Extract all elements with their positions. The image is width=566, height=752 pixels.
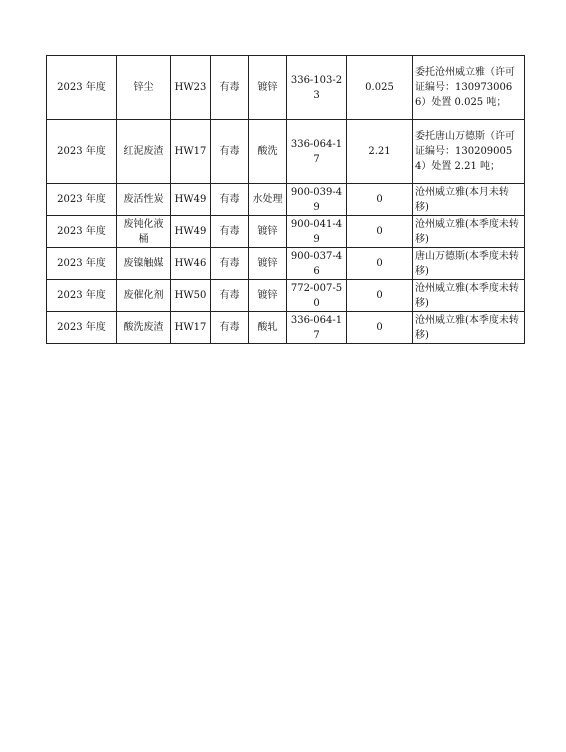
hazard-cell: 有毒 — [211, 120, 249, 184]
waste-code-cell: 336-103-23 — [287, 56, 347, 120]
table-row — [47, 280, 525, 312]
year-cell: 2023 年度 — [47, 280, 117, 312]
waste-code-cell: 772-007-50 — [287, 280, 347, 312]
process-cell: 酸洗 — [249, 120, 287, 184]
disposal-note-cell: 沧州威立雅(本季度未转移) — [413, 312, 525, 344]
hazard-cell: 有毒 — [211, 184, 249, 216]
process-cell: 镀锌 — [249, 216, 287, 248]
table-row — [47, 216, 525, 248]
disposal-note-cell: 委托唐山万德斯（许可证编号：1302090054）处置 2.21 吨； — [413, 120, 525, 184]
amount-cell: 0 — [347, 216, 413, 248]
waste-name-cell: 锌尘 — [117, 56, 171, 120]
year-cell: 2023 年度 — [47, 312, 117, 344]
waste-category-cell: HW23 — [171, 56, 211, 120]
hazard-cell: 有毒 — [211, 312, 249, 344]
year-cell: 2023 年度 — [47, 248, 117, 280]
hazard-cell: 有毒 — [211, 216, 249, 248]
waste-category-cell: HW46 — [171, 248, 211, 280]
amount-cell: 0 — [347, 184, 413, 216]
waste-category-cell: HW49 — [171, 216, 211, 248]
waste-name-cell: 红泥废渣 — [117, 120, 171, 184]
waste-name-cell: 酸洗废渣 — [117, 312, 171, 344]
disposal-note-cell: 沧州威立雅(本月未转移) — [413, 184, 525, 216]
waste-name-cell: 废活性炭 — [117, 184, 171, 216]
table-row — [47, 184, 525, 216]
amount-cell: 0.025 — [347, 56, 413, 120]
hazard-cell: 有毒 — [211, 248, 249, 280]
amount-cell: 0 — [347, 280, 413, 312]
hazardous-waste-table — [46, 55, 525, 344]
waste-category-cell: HW50 — [171, 280, 211, 312]
waste-name-cell: 废催化剂 — [117, 280, 171, 312]
disposal-note-cell: 委托沧州威立雅（许可证编号：1309730066）处置 0.025 吨； — [413, 56, 525, 120]
hazard-cell: 有毒 — [211, 280, 249, 312]
waste-name-cell: 废钝化液桶 — [117, 216, 171, 248]
table-row — [47, 312, 525, 344]
year-cell: 2023 年度 — [47, 216, 117, 248]
waste-category-cell: HW17 — [171, 312, 211, 344]
amount-cell: 0 — [347, 312, 413, 344]
year-cell: 2023 年度 — [47, 56, 117, 120]
disposal-note-cell: 沧州威立雅(本季度未转移) — [413, 216, 525, 248]
waste-code-cell: 900-041-49 — [287, 216, 347, 248]
process-cell: 镀锌 — [249, 280, 287, 312]
waste-category-cell: HW17 — [171, 120, 211, 184]
process-cell: 酸轧 — [249, 312, 287, 344]
waste-code-cell: 900-039-49 — [287, 184, 347, 216]
amount-cell: 0 — [347, 248, 413, 280]
waste-name-cell: 废镍触媒 — [117, 248, 171, 280]
table-row — [47, 120, 525, 184]
year-cell: 2023 年度 — [47, 184, 117, 216]
waste-code-cell: 336-064-17 — [287, 312, 347, 344]
process-cell: 镀锌 — [249, 248, 287, 280]
amount-cell: 2.21 — [347, 120, 413, 184]
table-row — [47, 248, 525, 280]
hazard-cell: 有毒 — [211, 56, 249, 120]
process-cell: 镀锌 — [249, 56, 287, 120]
waste-code-cell: 900-037-46 — [287, 248, 347, 280]
waste-category-cell: HW49 — [171, 184, 211, 216]
year-cell: 2023 年度 — [47, 120, 117, 184]
waste-code-cell: 336-064-17 — [287, 120, 347, 184]
table-row — [47, 56, 525, 120]
disposal-note-cell: 唐山万德斯(本季度未转移) — [413, 248, 525, 280]
disposal-note-cell: 沧州威立雅(本季度未转移) — [413, 280, 525, 312]
process-cell: 水处理 — [249, 184, 287, 216]
